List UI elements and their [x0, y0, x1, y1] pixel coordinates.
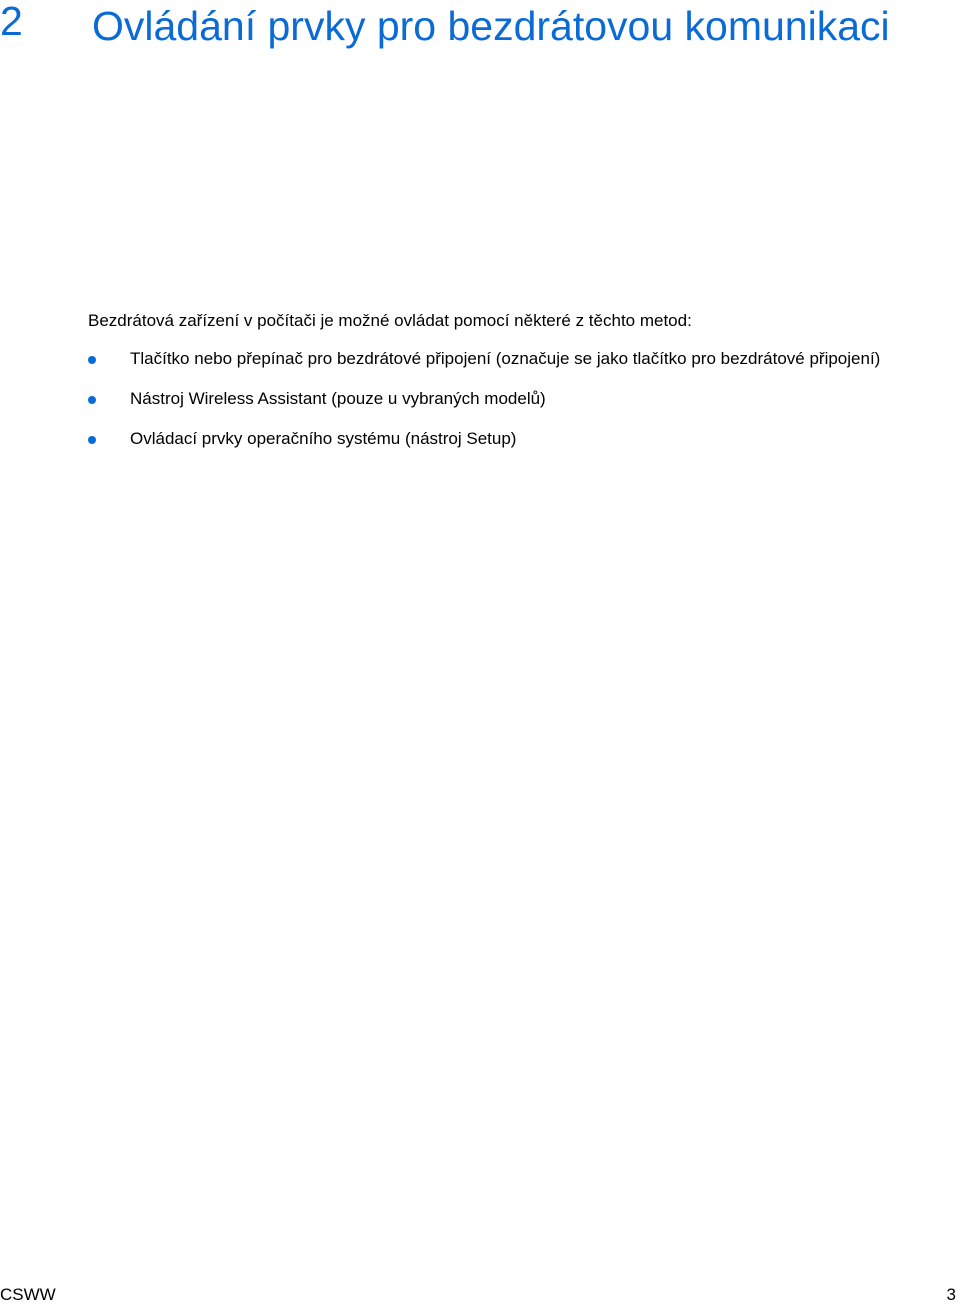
- chapter-title: Ovládání prvky pro bezdrátovou komunikaci: [92, 3, 890, 49]
- intro-paragraph: Bezdrátová zařízení v počítači je možné ovládat pomocí některé z těchto metod:: [88, 311, 692, 330]
- list-item: [88, 387, 908, 410]
- list-item-text: Nástroj Wireless Assistant (pouze u vybraných modelů): [130, 389, 546, 408]
- chapter-number: 2: [0, 0, 23, 44]
- page-number: 3: [946, 1285, 956, 1304]
- bullet-icon: [88, 396, 96, 404]
- list-item-text: Tlačítko nebo přepínač pro bezdrátové připojení (označuje se jako tlačítko pro bezdrátové připojení): [130, 349, 881, 368]
- list-item-text: Ovládací prvky operačního systému (nástroj Setup): [130, 429, 517, 448]
- footer-label: CSWW: [0, 1285, 56, 1304]
- bullet-icon: [88, 436, 96, 444]
- list-item: [88, 427, 908, 450]
- bullet-icon: [88, 356, 96, 364]
- method-list: [88, 347, 908, 467]
- list-item: [88, 347, 908, 370]
